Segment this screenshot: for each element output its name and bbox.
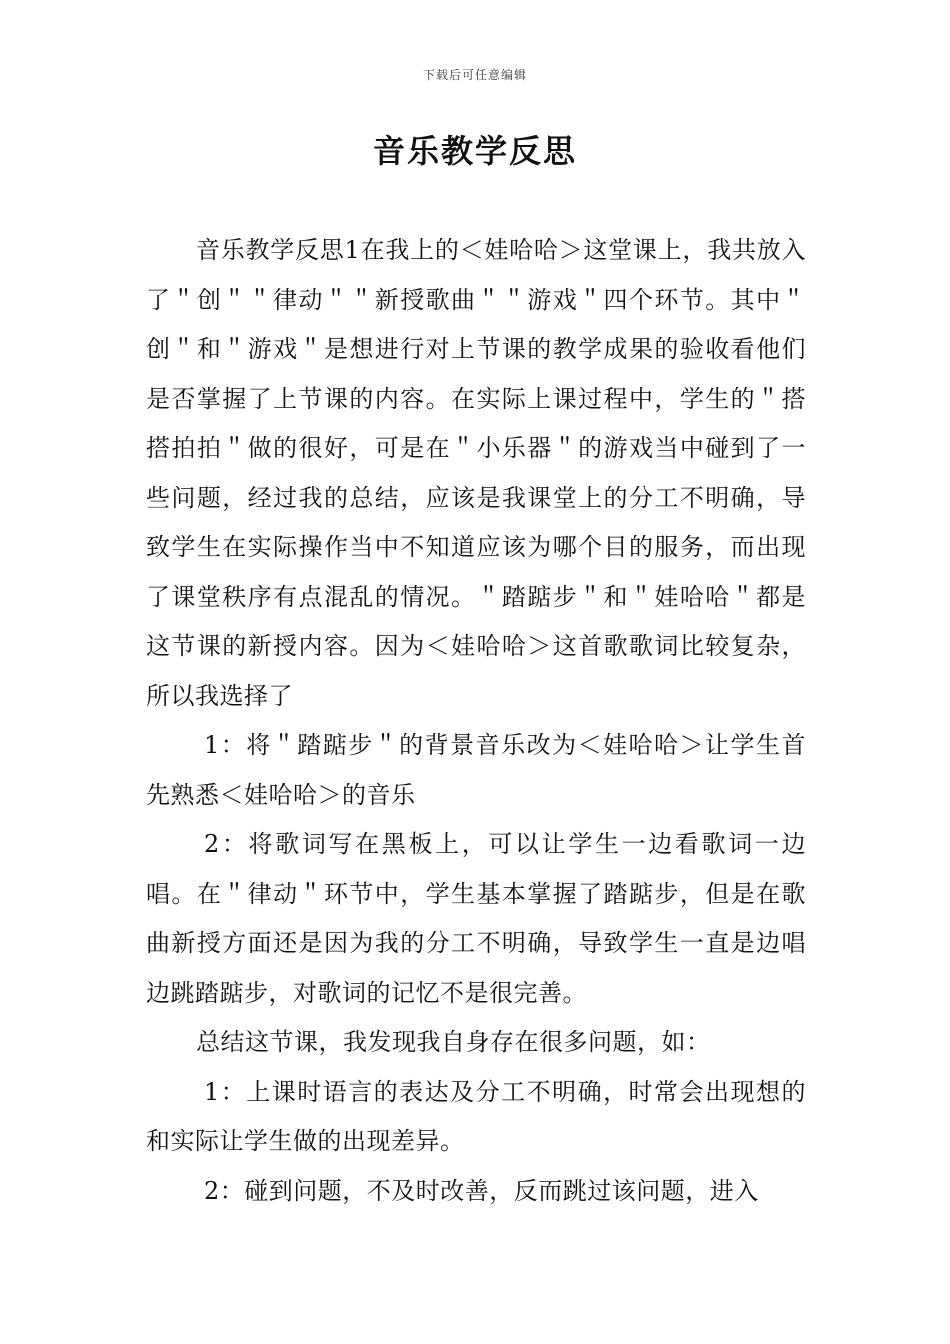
- paragraph-issue-1: 1：上课时语言的表达及分工不明确，时常会出现想的和实际让学生做的出现差异。: [146, 1077, 806, 1155]
- paragraph-point-1: 1：将＂踏踮步＂的背景音乐改为＜娃哈哈＞让学生首先熟悉＜娃哈哈＞的音乐: [146, 731, 806, 809]
- paragraph-summary: 总结这节课，我发现我自身存在很多问题，如：: [196, 1028, 711, 1056]
- paragraph-issue-2: 2：碰到问题，不及时改善，反而跳过该问题，进入: [204, 1176, 759, 1205]
- paragraph-point-2: 2：将歌词写在黑板上，可以让学生一边看歌词一边唱。在＂律动＂环节中，学生基本掌握了踏踮步，但是在歌曲新授方面还是因为我的分工不明确，导致学生一直是边唱边跳踏踮步，对歌词的记忆不是很完善。: [146, 830, 806, 1007]
- paragraph-intro: 音乐教学反思1在我上的＜娃哈哈＞这堂课上，我共放入了＂创＂＂律动＂＂新授歌曲＂＂游戏＂四个环节。其中＂创＂和＂游戏＂是想进行对上节课的教学成果的验收看他们是否掌握了上节课的内容。在实际上课过程中，学生的＂搭搭拍拍＂做的很好，可是在＂小乐器＂的游戏当中碰到了一些问题，经过我的总结，应该是我课堂上的分工不明确，导致学生在实际操作当中不知道应该为哪个目的服务，而出现了课堂秩序有点混乱的情况。＂踏踮步＂和＂娃哈哈＂都是这节课的新授内容。因为＜娃哈哈＞这首歌歌词比较复杂，所以我选择了: [146, 236, 806, 710]
- document-body: [146, 226, 806, 1216]
- header-note: 下载后可任意编辑: [422, 68, 527, 82]
- document-title: 音乐教学反思: [372, 132, 577, 170]
